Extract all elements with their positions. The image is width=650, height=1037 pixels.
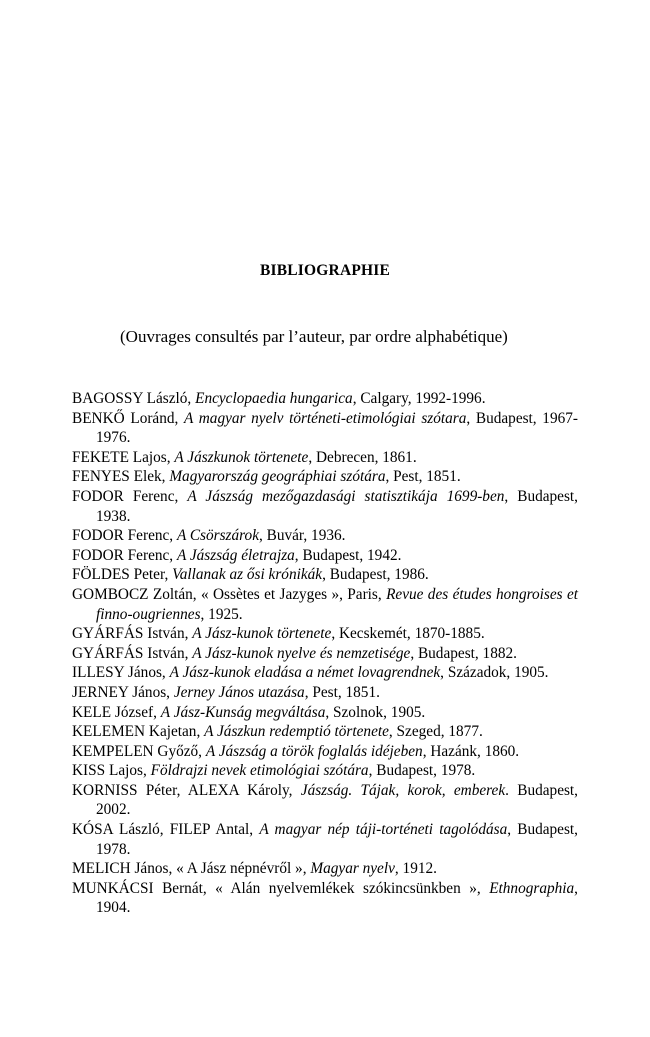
entry-publication: , 1904. <box>96 879 578 917</box>
entry-work-title: A Jász-Kunság megváltása <box>160 703 326 721</box>
entry-publication: , Budapest, 1978. <box>368 762 476 780</box>
entry-work-title: A magyar nép táji-torténeti tagolódása <box>259 821 508 839</box>
entry-author: KELEMEN Kajetan, <box>72 723 205 741</box>
page-title: BIBLIOGRAPHIE <box>259 262 391 279</box>
entry-author: MELICH János, « A Jász népnévről », <box>72 860 311 878</box>
entry-work-title: Vallanak az ősi krónikák <box>172 566 323 584</box>
entry-work-title: Encyclopaedia hungarica <box>195 390 353 407</box>
entry-work-title: A Jászkunok törtenete <box>174 448 309 466</box>
bibliography-entry <box>72 467 578 487</box>
entry-publication: , Budapest, 1882. <box>410 644 517 662</box>
entry-work-title: Jerney János utazása <box>173 683 305 701</box>
bibliography-entry <box>72 859 578 879</box>
entry-author: KELE József, <box>72 703 161 721</box>
entry-publication: , Századok, 1905. <box>440 664 549 682</box>
entry-publication: , 1925. <box>200 605 243 623</box>
entry-work-title: A Jász-kunok eladása a német lovagrendnek <box>169 664 441 682</box>
entry-work-title: A Jász-kunok törtenete <box>192 625 332 643</box>
entry-author: KISS Lajos, <box>72 762 151 780</box>
entry-author: FÖLDES Peter, <box>72 566 173 584</box>
bibliography-entry <box>72 448 578 468</box>
bibliography-entry <box>72 879 578 918</box>
entry-author: FODOR Ferenc, <box>72 487 188 505</box>
bibliography-entry <box>72 742 578 762</box>
entry-author: GYÁRFÁS István, <box>72 644 193 662</box>
entry-work-title: Magyar nyelv <box>310 860 395 878</box>
bibliography-entry <box>72 389 578 409</box>
entry-author: MUNKÁCSI Bernát, « Alán nyelvemlékek szókincsünkben », <box>72 879 490 897</box>
bibliography-entry <box>72 585 578 624</box>
bibliography-entry <box>72 722 578 742</box>
bibliography-entry <box>72 644 578 664</box>
entry-work-title: Jászság. Tájak, korok, emberek <box>300 781 506 799</box>
bibliography-entry <box>72 761 578 781</box>
entry-author: KORNISS Péter, ALEXA Károly, <box>72 781 301 799</box>
entry-author: FODOR Ferenc, <box>72 546 177 564</box>
entry-work-title: A magyar nyelv történeti-etimológiai szótara <box>184 409 467 427</box>
bibliography-entry <box>72 781 578 820</box>
entry-author: FODOR Ferenc, <box>72 527 177 545</box>
bibliography-entry <box>72 546 578 566</box>
entry-publication: , Szolnok, 1905. <box>325 703 426 721</box>
bibliography-entry <box>72 526 578 546</box>
entry-author: KEMPELEN Győző, <box>72 742 206 760</box>
entry-work-title: A Csörszárok <box>176 527 259 545</box>
entry-publication: , Debrecen, 1861. <box>308 448 417 466</box>
entry-publication: , 1912. <box>394 860 437 878</box>
entry-publication: , Budapest, 1942. <box>294 546 402 564</box>
bibliography-entry <box>72 624 578 644</box>
entry-publication: , Buvár, 1936. <box>258 527 346 545</box>
entry-publication: , Budapest, 1938. <box>96 487 578 525</box>
page-subtitle: (Ouvrages consultés par l’auteur, par ordre alphabétique) <box>120 327 508 346</box>
entry-publication: , Budapest, 1978. <box>96 821 578 858</box>
bibliography-entry <box>72 565 578 585</box>
entry-work-title: Magyarország geográphiai szótára <box>169 468 386 486</box>
entry-author: GYÁRFÁS István, <box>72 625 193 643</box>
entry-author: BENKŐ Loránd, <box>72 409 185 427</box>
bibliography-entry <box>72 703 578 723</box>
entry-author: JERNEY János, <box>72 683 174 701</box>
entry-work-title: A Jászság a török foglalás idéjeben <box>205 742 423 760</box>
entry-publication: , Hazánk, 1860. <box>422 742 520 760</box>
entry-author: KÓSA László, FILEP Antal, <box>72 821 260 839</box>
entry-work-title: Ethnographia <box>489 879 575 897</box>
bibliography-entry <box>72 409 578 448</box>
entry-publication: , Budapest, 1967-1976. <box>96 409 578 447</box>
entry-work-title: Földrajzi nevek etimológiai szótára <box>150 762 369 780</box>
bibliography-entry <box>72 820 578 859</box>
entry-author: FENYES Elek, <box>72 468 170 486</box>
entry-work-title: A Jászkun redemptió törtenete <box>204 723 389 741</box>
entry-author: BAGOSSY László, <box>72 390 196 407</box>
entry-work-title: A Jász-kunok nyelve és nemzetisége <box>192 644 411 662</box>
entry-work-title: A Jászság mezőgazdasági statisztikája 1699-ben <box>187 487 505 505</box>
entry-author: FEKETE Lajos, <box>72 448 175 466</box>
entry-publication: , Szeged, 1877. <box>388 723 483 741</box>
bibliography-entry <box>72 487 578 526</box>
entry-work-title: A Jászság életrajza <box>176 546 295 564</box>
entry-publication: . Budapest, 2002. <box>96 781 579 819</box>
entry-publication: , Kecskemét, 1870-1885. <box>331 625 485 643</box>
entry-publication: , Calgary, 1992-1996. <box>352 390 486 407</box>
bibliography-list <box>72 389 578 918</box>
entry-publication: , Budapest, 1986. <box>322 566 429 584</box>
entry-publication: , Pest, 1851. <box>304 683 380 701</box>
entry-work-title: Revue des études hongroises et finno-ougriennes <box>96 585 578 623</box>
entry-author: GOMBOCZ Zoltán, « Ossètes et Jazyges », Paris, <box>72 585 387 603</box>
entry-publication: , Pest, 1851. <box>385 468 461 486</box>
bibliography-entry <box>72 683 578 703</box>
bibliography-entry <box>72 663 578 683</box>
entry-author: ILLESY János, <box>72 664 170 682</box>
